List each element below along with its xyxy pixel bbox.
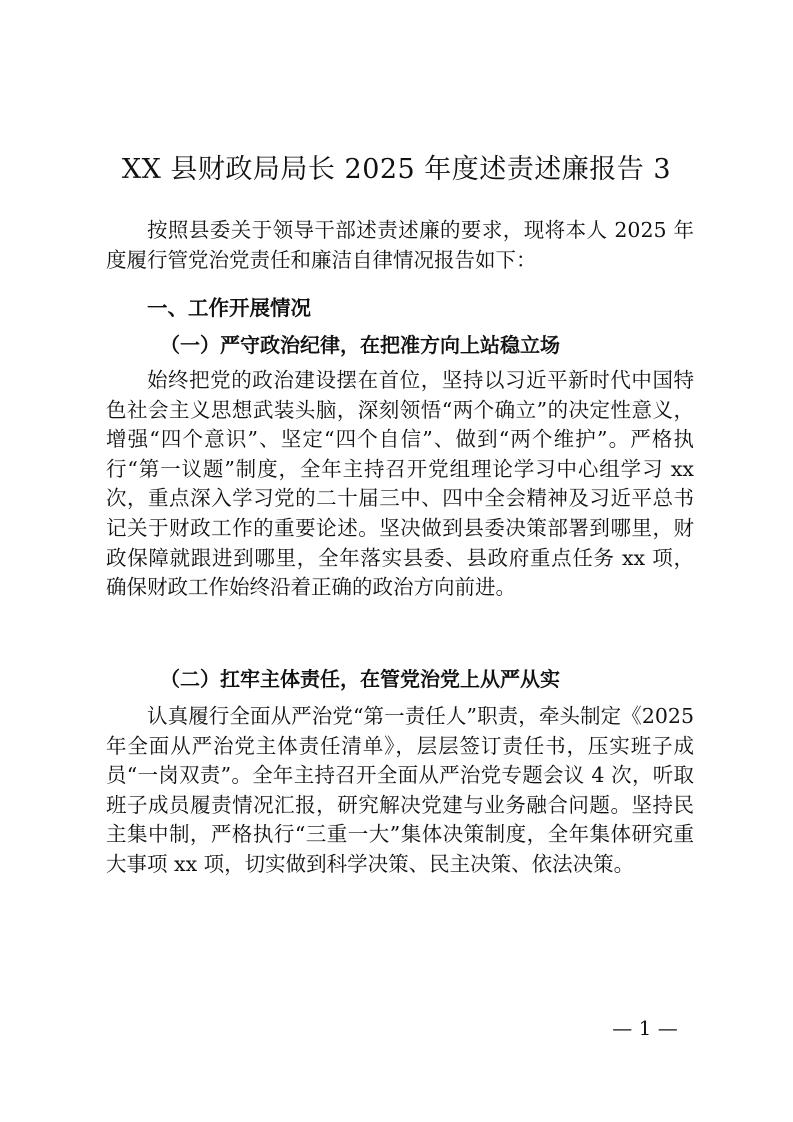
subsection-heading-main-responsibility: （二）扛牢主体责任，在管党治党上从严从实 xyxy=(160,667,560,691)
subsection-heading-political-discipline: （一）严守政治纪律，在把准方向上站稳立场 xyxy=(160,333,560,357)
intro-paragraph: 按照县委关于领导干部述责述廉的要求，现将本人 2025 年度履行管党治党责任和廉洁自律情况报告如下： xyxy=(106,218,694,272)
paragraph-main-responsibility: 认真履行全面从严治党“第一责任人”职责，牵头制定《2025 年全面从严治党主体责任清单》，层层签订责任书，压实班子成员“一岗双责”。全年主持召开全面从严治党专题会议 4 次，听取班子成员履责情况汇报，研究解决党建与业务融合问题。坚持民主集中制，严格执行“三重一大”集体决策制度，全年集体研究重大事项 xx 项，切实做到科学决策、民主决策、依法决策。 xyxy=(106,704,694,876)
section-heading-work: 一、工作开展情况 xyxy=(147,296,311,320)
paragraph-political-discipline: 始终把党的政治建设摆在首位，坚持以习近平新时代中国特色社会主义思想武装头脑，深刻领悟“两个确立”的决定性意义，增强“四个意识”、坚定“四个自信”、做到“两个维护”。严格执行“第一议题”制度，全年主持召开党组理论学习中心组学习 xx 次，重点深入学习党的二十届三中、四中全会精神及习近平总书记关于财政工作的重要论述。坚决做到县委决策部署到哪里，财政保障就跟进到哪里，全年落实县委、县政府重点任务 xx 项，确保财政工作始终沿着正确的政治方向前进。 xyxy=(106,368,694,600)
page-number: — 1 — xyxy=(612,1016,678,1040)
document-title: XX 县财政局局长 2025 年度述责述廉报告 3 xyxy=(121,154,672,185)
